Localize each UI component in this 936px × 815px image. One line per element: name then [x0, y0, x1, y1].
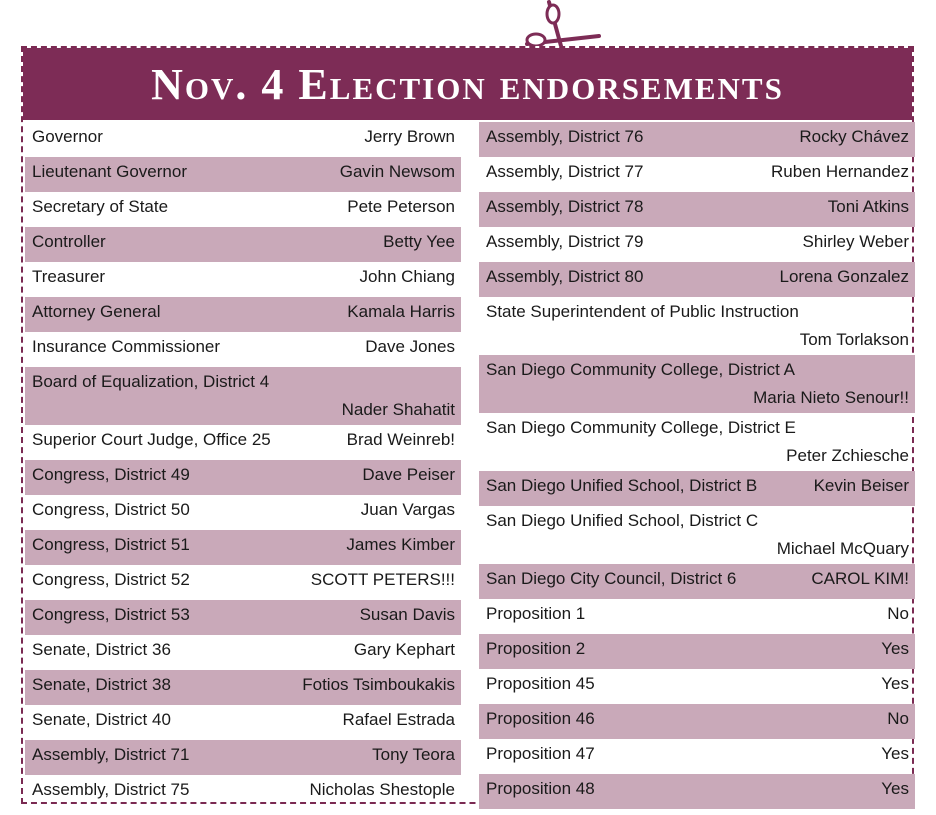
- office-label: Assembly, District 71: [32, 745, 190, 764]
- endorsed-candidate: Yes: [881, 674, 909, 693]
- endorsement-row: [479, 634, 915, 669]
- endorsement-row: [25, 227, 461, 262]
- endorsement-row: [25, 530, 461, 565]
- office-label: Secretary of State: [32, 197, 169, 216]
- endorsed-candidate: Gavin Newsom: [339, 162, 455, 181]
- endorsed-candidate: Peter Zchiesche: [786, 446, 909, 465]
- endorsement-row: [25, 565, 461, 600]
- office-label: Congress, District 49: [32, 465, 190, 484]
- endorsement-row: [479, 262, 915, 297]
- endorsement-row: [479, 157, 915, 192]
- endorsement-row: [25, 495, 461, 530]
- endorsed-candidate: Toni Atkins: [827, 197, 909, 216]
- office-label: Proposition 47: [486, 744, 595, 763]
- title-banner: [23, 48, 912, 120]
- office-label: Senate, District 40: [32, 710, 171, 729]
- endorsement-row: [25, 740, 461, 775]
- office-label: State Superintendent of Public Instruction: [486, 302, 799, 321]
- endorsement-row: [25, 367, 461, 425]
- endorsement-row: [25, 425, 461, 460]
- endorsement-row: [25, 262, 461, 297]
- office-label: Assembly, District 78: [486, 197, 644, 216]
- office-label: Senate, District 36: [32, 640, 171, 659]
- endorsement-row: [25, 297, 461, 332]
- office-label: Congress, District 52: [32, 570, 190, 589]
- endorsed-candidate: Kevin Beiser: [813, 476, 909, 495]
- endorsed-candidate: Yes: [881, 779, 909, 798]
- endorsed-candidate: Fotios Tsimboukakis: [302, 675, 455, 694]
- office-label: San Diego Unified School, District B: [486, 476, 758, 495]
- endorsement-row: [479, 227, 915, 262]
- endorsed-candidate: Dave Peiser: [362, 465, 455, 484]
- endorsed-candidate: John Chiang: [359, 267, 455, 286]
- endorsed-candidate: Susan Davis: [359, 605, 455, 624]
- office-label: Assembly, District 76: [486, 127, 644, 146]
- office-label: Lieutenant Governor: [32, 162, 187, 181]
- endorsed-candidate: Tom Torlakson: [799, 330, 909, 349]
- office-label: Attorney General: [32, 302, 161, 321]
- endorsed-candidate: Pete Peterson: [347, 197, 455, 216]
- endorsed-candidate: Rocky Chávez: [799, 127, 909, 146]
- endorsement-row: [25, 332, 461, 367]
- office-label: Proposition 1: [486, 604, 586, 623]
- scissors-icon: [521, 0, 601, 50]
- endorsement-row: [479, 297, 915, 355]
- office-label: Governor: [32, 127, 103, 146]
- endorsed-candidate: Michael McQuary: [776, 539, 909, 558]
- endorsed-candidate: Maria Nieto Senour!!: [753, 388, 909, 407]
- endorsement-row: [25, 157, 461, 192]
- endorsement-row: [25, 635, 461, 670]
- endorsement-row: [479, 669, 915, 704]
- office-label: San Diego Community College, District E: [486, 418, 796, 437]
- endorsed-candidate: Lorena Gonzalez: [779, 267, 909, 286]
- endorsement-row: [25, 600, 461, 635]
- endorsement-row: [479, 739, 915, 774]
- endorsement-row: [479, 192, 915, 227]
- endorsed-candidate: Rafael Estrada: [342, 710, 455, 729]
- endorsed-candidate: CAROL KIM!: [811, 569, 909, 588]
- office-label: Assembly, District 77: [486, 162, 644, 181]
- office-label: Treasurer: [32, 267, 106, 286]
- endorsement-row: [25, 460, 461, 495]
- office-label: Congress, District 50: [32, 500, 190, 519]
- office-label: Superior Court Judge, Office 25: [32, 430, 271, 449]
- endorsement-row: [479, 355, 915, 413]
- endorsed-candidate: Tony Teora: [372, 745, 455, 764]
- office-label: Assembly, District 79: [486, 232, 644, 251]
- office-label: Controller: [32, 232, 106, 251]
- endorsement-row: [25, 670, 461, 705]
- office-label: San Diego Community College, District A: [486, 360, 795, 379]
- office-label: Proposition 46: [486, 709, 595, 728]
- endorsed-candidate: Yes: [881, 744, 909, 763]
- office-label: Proposition 2: [486, 639, 586, 658]
- endorsed-candidate: Juan Vargas: [360, 500, 455, 519]
- endorsed-candidate: Ruben Hernandez: [771, 162, 909, 181]
- office-label: Proposition 48: [486, 779, 595, 798]
- endorsement-row: [479, 599, 915, 634]
- endorsed-candidate: Yes: [881, 639, 909, 658]
- endorsement-row: [479, 704, 915, 739]
- office-label: Congress, District 51: [32, 535, 190, 554]
- endorsement-row: [479, 471, 915, 506]
- office-label: Assembly, District 75: [32, 780, 190, 799]
- office-label: San Diego Unified School, District C: [486, 511, 759, 530]
- endorsed-candidate: James Kimber: [346, 535, 455, 554]
- endorsed-candidate: Betty Yee: [383, 232, 455, 251]
- endorsement-row: [479, 564, 915, 599]
- endorsed-candidate: Nicholas Shestople: [309, 780, 455, 799]
- office-label: Assembly, District 80: [486, 267, 644, 286]
- endorsement-row: [25, 775, 461, 810]
- endorsement-row: [479, 506, 915, 564]
- office-label: Insurance Commissioner: [32, 337, 221, 356]
- endorsement-row: [479, 122, 915, 157]
- office-label: Proposition 45: [486, 674, 595, 693]
- endorsed-candidate: Kamala Harris: [347, 302, 455, 321]
- endorsed-candidate: Gary Kephart: [353, 640, 455, 659]
- endorsed-candidate: No: [887, 604, 909, 623]
- endorsed-candidate: Shirley Weber: [802, 232, 909, 251]
- office-label: Senate, District 38: [32, 675, 171, 694]
- right-endorsement-column: [479, 122, 915, 809]
- office-label: San Diego City Council, District 6: [486, 569, 737, 588]
- office-label: Board of Equalization, District 4: [32, 372, 270, 391]
- endorsement-row: [479, 413, 915, 471]
- left-endorsement-column: [25, 122, 461, 810]
- endorsed-candidate: SCOTT PETERS!!!: [310, 570, 455, 589]
- endorsed-candidate: Dave Jones: [365, 337, 455, 356]
- endorsed-candidate: Jerry Brown: [364, 127, 455, 146]
- office-label: Congress, District 53: [32, 605, 190, 624]
- endorsement-row: [479, 774, 915, 809]
- page-title: Nov. 4 Election endorsements: [151, 59, 784, 109]
- endorsed-candidate: No: [887, 709, 909, 728]
- endorsement-row: [25, 705, 461, 740]
- endorsed-candidate: Brad Weinreb!: [346, 430, 455, 449]
- endorsement-row: [25, 122, 461, 157]
- endorsement-row: [25, 192, 461, 227]
- endorsed-candidate: Nader Shahatit: [341, 400, 455, 419]
- endorsements-card: [21, 46, 914, 804]
